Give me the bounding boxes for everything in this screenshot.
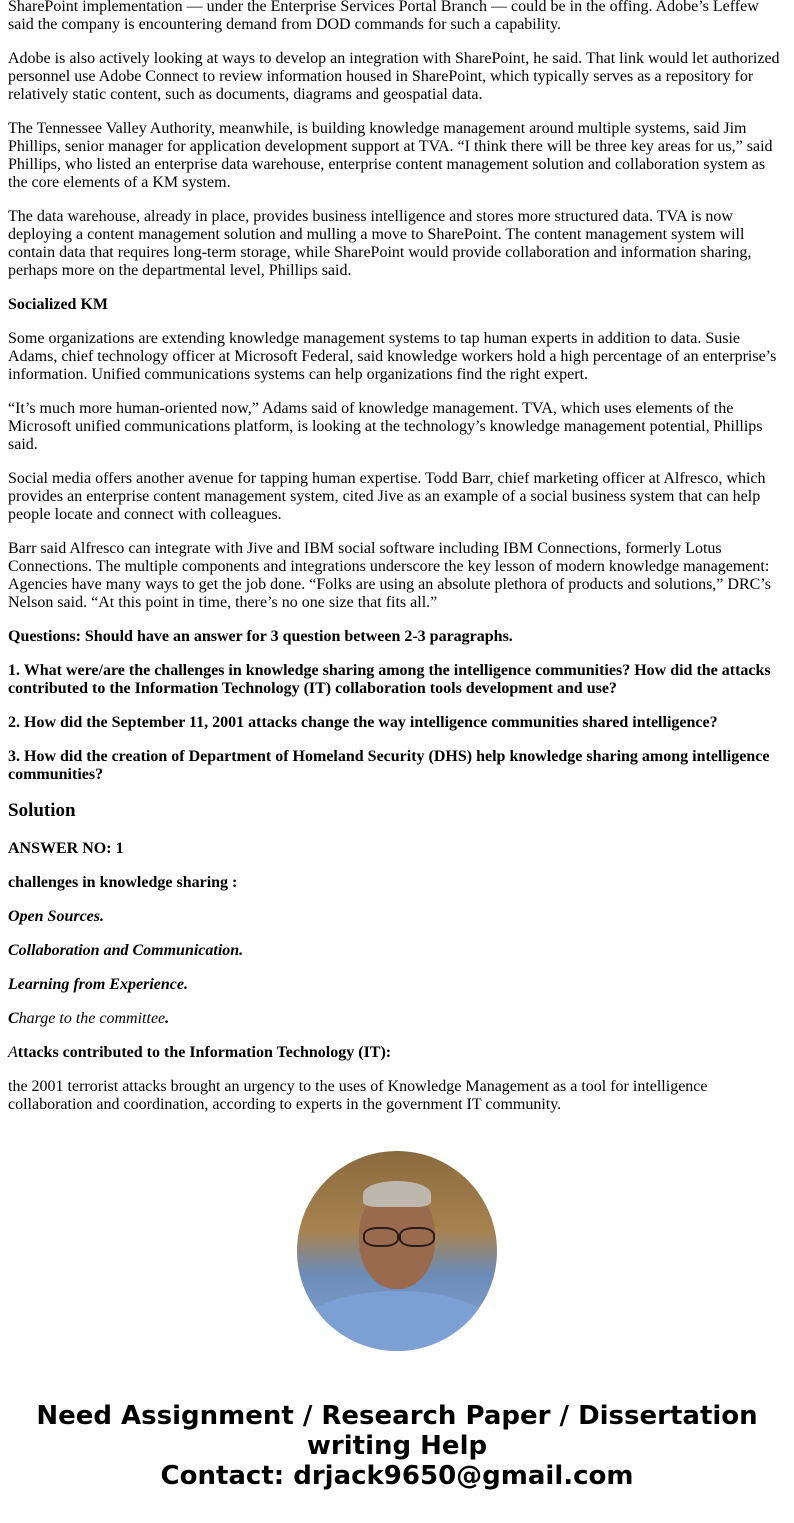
section-heading-text: Socialized KM xyxy=(8,296,108,313)
glasses-icon xyxy=(359,1227,435,1245)
challenge-item xyxy=(8,976,786,994)
question-text: 1. What were/are the challenges in knowledge sharing among the intelligence communities? How did the attacks contributed to the Information Technology (IT) collaboration tools development and use? xyxy=(8,662,771,697)
attacks-first-letter: A xyxy=(8,1044,18,1061)
attacks-label-text: ttacks contributed to the Information Technology (IT): xyxy=(17,1044,392,1061)
charge-first-letter: C xyxy=(8,1010,19,1027)
challenge-item-text: Collaboration and Communication. xyxy=(8,942,244,959)
challenges-label xyxy=(8,874,786,892)
closing-paragraph: the 2001 terrorist attacks brought an urgency to the uses of Knowledge Management as a tool for intelligence collaboration and coordination, according to experts in the government IT community. xyxy=(8,1078,708,1113)
charge-text: harge to the committee xyxy=(18,1010,166,1027)
paragraph: Barr said Alfresco can integrate with Jive and IBM social software including IBM Connections, formerly Lotus Connections. The multiple components and integrations underscore the key lesson of modern knowledge management: Agencies have many ways to get the job done. “Folks are using an absolute plethora of products and solutions,” DRC’s Nelson said. “At this point in time, there’s no one size that fits all.” xyxy=(8,540,771,611)
question-text: 3. How did the creation of Department of Homeland Security (DHS) help knowledge sharing among intelligence communities? xyxy=(8,748,770,783)
charge-period: . xyxy=(165,1010,170,1027)
paragraph: The Tennessee Valley Authority, meanwhile, is building knowledge management around multiple systems, said Jim Phillips, senior manager for application development support at TVA. “I think there will be three key areas for us,” said Phillips, who listed an enterprise data warehouse, enterprise content management solution and collaboration system as the core elements of a KM system. xyxy=(8,120,773,191)
paragraph: Some organizations are extending knowledge management systems to tap human experts in addition to data. Susie Adams, chief technology officer at Microsoft Federal, said knowledge workers hold a high percentage of an enterprise’s information. Unified communications systems can help organizations find the right expert. xyxy=(8,330,777,383)
challenge-item-text: Learning from Experience. xyxy=(8,976,188,993)
paragraph: Social media offers another avenue for tapping human expertise. Todd Barr, chief marketing officer at Alfresco, which provides an enterprise content management system, cited Jive as an example of a social business system that can help people locate and connect with colleagues. xyxy=(8,470,766,523)
challenge-item xyxy=(8,942,786,960)
challenges-label-text: challenges in knowledge sharing : xyxy=(8,874,238,891)
footer-contact: Contact: drjack9650@gmail.com xyxy=(160,1461,634,1491)
paragraph: The data warehouse, already in place, provides business intelligence and stores more structured data. TVA is now deploying a content management solution and mulling a move to SharePoint. The content management system will contain data that requires long-term storage, while SharePoint would provide collaboration and information sharing, perhaps more on the departmental level, Phillips said. xyxy=(8,208,752,279)
photo-shirt xyxy=(297,1291,497,1351)
challenge-item xyxy=(8,908,786,926)
questions-intro xyxy=(8,628,786,646)
question-2 xyxy=(8,714,786,732)
question-1 xyxy=(8,662,786,698)
answer-label-text: ANSWER NO: 1 xyxy=(8,840,124,857)
challenge-item-text: Open Sources. xyxy=(8,908,105,925)
challenge-item xyxy=(8,1010,786,1028)
section-heading xyxy=(8,296,786,314)
solution-heading: Solution xyxy=(8,800,76,821)
question-text: 2. How did the September 11, 2001 attacks change the way intelligence communities shared intelligence? xyxy=(8,714,718,731)
footer-line-1: Need Assignment / Research Paper / Dissertation writing Help xyxy=(36,1401,758,1461)
question-text: Questions: Should have an answer for 3 question between 2-3 paragraphs. xyxy=(8,628,513,645)
attacks-label xyxy=(8,1044,786,1062)
answer-label xyxy=(8,840,786,858)
photo-hair xyxy=(363,1181,431,1207)
paragraph: “It’s much more human-oriented now,” Adams said of knowledge management. TVA, which uses elements of the Microsoft unified communications platform, is looking at the technology’s knowledge management potential, Phillips said. xyxy=(8,400,763,453)
paragraph: Adobe is also actively looking at ways to develop an integration with SharePoint, he said. That link would let authorized personnel use Adobe Connect to review information housed in SharePoint, which typically serves as a repository for relatively static content, such as documents, diagrams and geospatial data. xyxy=(8,50,780,103)
paragraph: SharePoint implementation — under the Enterprise Services Portal Branch — could be in the offing. Adobe’s Leffew said the company is encountering demand from DOD commands for such a capability. xyxy=(8,0,759,33)
question-3 xyxy=(8,748,786,784)
author-photo xyxy=(297,1151,497,1351)
footer-banner xyxy=(0,1401,794,1491)
